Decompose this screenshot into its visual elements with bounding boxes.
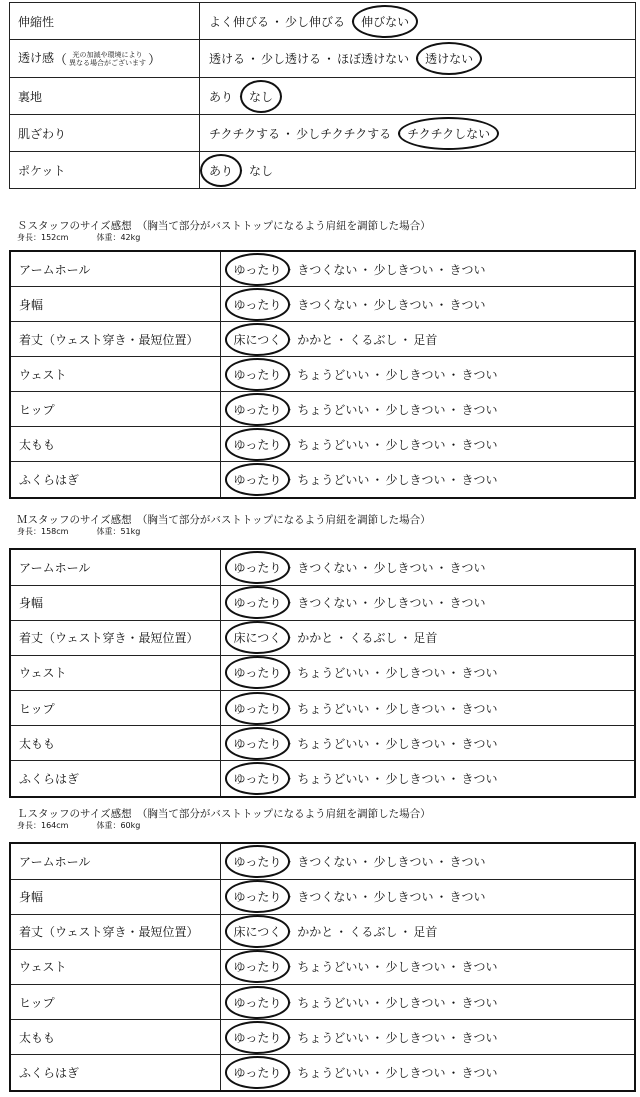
option-separator: ・ <box>359 297 372 312</box>
option-separator: ・ <box>359 854 372 869</box>
table-row <box>10 949 635 984</box>
option-separator: ・ <box>283 736 296 751</box>
options-cell <box>220 843 635 879</box>
option: 少しきつい <box>385 701 446 716</box>
options-cell <box>220 1055 635 1091</box>
option-separator: ・ <box>347 14 360 29</box>
staff-measurements: 身長：164cm 体重：60kg <box>17 821 141 830</box>
row-label: 身幅 <box>10 287 220 322</box>
table-row <box>10 322 635 357</box>
paren-close: ） <box>148 53 162 68</box>
option: きつい <box>461 437 498 452</box>
selected-option: 床につく <box>233 925 282 940</box>
option: 少しきつい <box>373 560 434 575</box>
option-separator: ・ <box>371 736 384 751</box>
option: 少しきつい <box>385 995 446 1010</box>
row-label: ヒップ <box>10 985 220 1020</box>
option-separator: ・ <box>283 890 296 905</box>
option-separator: ・ <box>359 890 372 905</box>
option-separator: ・ <box>435 560 448 575</box>
selected-option: ゆったり <box>233 736 282 751</box>
table-row <box>10 726 635 761</box>
selected-option: なし <box>249 89 274 104</box>
row-label: 太もも <box>10 726 220 761</box>
option: ちょうどいい <box>297 473 370 488</box>
option: チクチクする <box>209 126 281 141</box>
option: きつくない <box>297 560 358 575</box>
selected-option: ゆったり <box>233 1066 282 1081</box>
section-title: Ｌスタッフのサイズ感想 （胸当て部分がバストトップになるよう肩紐を調節した場合） <box>17 808 431 820</box>
option: きつい <box>449 854 486 869</box>
selected-option: ゆったり <box>233 297 282 312</box>
table-row <box>10 1020 635 1055</box>
option: 少しきつい <box>373 596 434 611</box>
option: きつい <box>449 890 486 905</box>
option-separator: ・ <box>371 473 384 488</box>
table-row <box>10 287 635 322</box>
option-separator: ・ <box>371 701 384 716</box>
option: きつくない <box>297 890 358 905</box>
row-label: ウェスト <box>10 655 220 690</box>
option: きつくない <box>297 297 358 312</box>
section-title: Ｍスタッフのサイズ感想 （胸当て部分がバストトップになるよう肩紐を調節した場合） <box>17 514 431 526</box>
option-separator: ・ <box>371 367 384 382</box>
table-row <box>10 549 635 585</box>
option-separator: ・ <box>283 332 296 347</box>
staff-measurements: 身長：152cm 体重：42kg <box>17 233 141 242</box>
option: ちょうどいい <box>297 736 370 751</box>
option: くるぶし <box>349 631 398 646</box>
option: くるぶし <box>349 332 398 347</box>
selected-option: ゆったり <box>233 367 282 382</box>
option-separator: ・ <box>447 995 460 1010</box>
row-label: ふくらはぎ <box>10 1055 220 1091</box>
option: ほぼ透けない <box>337 52 410 66</box>
row-label <box>10 40 200 78</box>
option-separator: ・ <box>371 772 384 787</box>
table-row <box>10 914 635 949</box>
selected-option: ゆったり <box>233 666 282 681</box>
option-separator: ・ <box>282 126 295 141</box>
option: きつい <box>461 960 498 975</box>
option: ちょうどいい <box>297 666 370 681</box>
row-label: 太もも <box>10 427 220 462</box>
option: 少しきつい <box>385 960 446 975</box>
row-label: ヒップ <box>10 392 220 427</box>
selected-option: ゆったり <box>233 560 282 575</box>
option: かかと <box>297 631 334 646</box>
option: きつい <box>461 367 498 382</box>
option: ちょうどいい <box>297 960 370 975</box>
option: きつい <box>449 262 486 277</box>
table-row <box>10 357 635 392</box>
row-label: 肌ざわり <box>10 115 200 152</box>
table-row <box>10 985 635 1020</box>
options-cell <box>220 726 635 761</box>
options-cell <box>200 3 636 40</box>
selected-option: ゆったり <box>233 437 282 452</box>
selected-option: ゆったり <box>233 473 282 488</box>
selected-option: ゆったり <box>233 995 282 1010</box>
table-row <box>10 691 635 726</box>
selected-option: 伸びない <box>361 14 410 29</box>
option-separator: ・ <box>335 332 348 347</box>
option: きつい <box>461 701 498 716</box>
table-row <box>10 761 635 797</box>
option-separator: ・ <box>335 925 348 940</box>
section-title: Ｓスタッフのサイズ感想 （胸当て部分がバストトップになるよう肩紐を調節した場合） <box>17 220 431 232</box>
option: きつい <box>461 1030 498 1045</box>
row-label: 伸縮性 <box>10 3 200 40</box>
row-label: ウェスト <box>10 357 220 392</box>
section-heading-s <box>17 220 431 244</box>
option: ちょうどいい <box>297 1066 370 1081</box>
option-separator: ・ <box>371 1066 384 1081</box>
options-cell <box>220 914 635 949</box>
option: きつい <box>449 560 486 575</box>
option: 少しきつい <box>373 890 434 905</box>
row-label: 太もも <box>10 1020 220 1055</box>
option-separator: ・ <box>283 701 296 716</box>
option-separator: ・ <box>283 1066 296 1081</box>
selected-option: 床につく <box>233 631 282 646</box>
option-separator: ・ <box>435 854 448 869</box>
option-separator: ・ <box>283 995 296 1010</box>
option: 少しきつい <box>373 262 434 277</box>
selected-option: ゆったり <box>233 890 282 905</box>
table-row <box>10 620 635 655</box>
option: きつくない <box>297 854 358 869</box>
options-cell <box>220 251 635 287</box>
option: きつい <box>461 473 498 488</box>
table-row <box>10 251 635 287</box>
option: ちょうどいい <box>297 367 370 382</box>
note-text: 光の加減や環境により 異なる場合がございます <box>69 50 147 67</box>
option-separator: ・ <box>447 960 460 975</box>
options-cell <box>220 427 635 462</box>
option: ちょうどいい <box>297 995 370 1010</box>
option-separator: ・ <box>447 772 460 787</box>
options-cell <box>200 78 636 115</box>
option-separator: ・ <box>283 854 296 869</box>
option-separator: ・ <box>335 631 348 646</box>
option-separator: ・ <box>283 402 296 417</box>
table-row <box>10 392 635 427</box>
option: きつい <box>461 666 498 681</box>
option: かかと <box>297 332 334 347</box>
row-label: アームホール <box>10 549 220 585</box>
options-cell <box>200 115 636 152</box>
row-label: 裏地 <box>10 78 200 115</box>
option: 少しきつい <box>385 1030 446 1045</box>
size-table-m <box>9 548 636 798</box>
table-row <box>10 462 635 498</box>
option: ちょうどいい <box>297 1030 370 1045</box>
option: きつい <box>461 402 498 417</box>
selected-option: 床につく <box>233 332 282 347</box>
table-row <box>10 879 635 914</box>
option-separator: ・ <box>359 560 372 575</box>
table-row <box>10 115 636 152</box>
selected-option: チクチクしない <box>407 126 491 141</box>
option-separator: ・ <box>283 367 296 382</box>
option-separator: ・ <box>411 52 424 66</box>
option: 少しきつい <box>373 297 434 312</box>
option-separator: ・ <box>359 262 372 277</box>
option: 足首 <box>413 332 438 347</box>
size-table-l <box>9 842 636 1092</box>
option-separator: ・ <box>447 701 460 716</box>
option-separator: ・ <box>283 297 296 312</box>
option-separator: ・ <box>235 163 248 178</box>
section-heading-l <box>17 808 431 832</box>
option: ちょうどいい <box>297 701 370 716</box>
option: きつくない <box>297 262 358 277</box>
option: ちょうどいい <box>297 402 370 417</box>
option: 少しきつい <box>385 367 446 382</box>
options-cell <box>220 620 635 655</box>
option-separator: ・ <box>435 890 448 905</box>
row-label: ポケット <box>10 152 200 189</box>
option-separator: ・ <box>371 437 384 452</box>
row-label: 身幅 <box>10 879 220 914</box>
options-cell <box>200 152 636 189</box>
options-cell <box>220 761 635 797</box>
option: 少しきつい <box>385 473 446 488</box>
options-cell <box>220 462 635 498</box>
option-separator: ・ <box>447 666 460 681</box>
table-row <box>10 40 636 78</box>
option-separator: ・ <box>399 332 412 347</box>
row-label: 着丈（ウェスト穿き・最短位置） <box>10 322 220 357</box>
option-separator: ・ <box>447 1066 460 1081</box>
staff-measurements: 身長：158cm 体重：51kg <box>17 527 141 536</box>
size-table-s <box>9 250 636 499</box>
option-separator: ・ <box>371 960 384 975</box>
option: 少し透ける <box>261 52 322 66</box>
option-separator: ・ <box>447 736 460 751</box>
option: 少しきつい <box>373 854 434 869</box>
option-separator: ・ <box>399 925 412 940</box>
option-separator: ・ <box>435 596 448 611</box>
option-separator: ・ <box>323 52 336 66</box>
option: なし <box>249 163 274 178</box>
option: 足首 <box>413 631 438 646</box>
options-cell <box>220 357 635 392</box>
option: 少しきつい <box>385 437 446 452</box>
selected-option: 透けない <box>425 52 474 66</box>
option-separator: ・ <box>447 367 460 382</box>
options-cell <box>220 879 635 914</box>
selected-option: あり <box>209 163 234 178</box>
option-separator: ・ <box>283 631 296 646</box>
selected-option: ゆったり <box>233 402 282 417</box>
row-label: 着丈（ウェスト穿き・最短位置） <box>10 914 220 949</box>
table-row <box>10 655 635 690</box>
options-cell <box>220 1020 635 1055</box>
selected-option: ゆったり <box>233 596 282 611</box>
selected-option: ゆったり <box>233 772 282 787</box>
option: 透ける <box>209 52 246 66</box>
option: 少しチクチクする <box>296 126 392 141</box>
option: きつい <box>461 995 498 1010</box>
options-cell <box>220 287 635 322</box>
option: きつい <box>449 297 486 312</box>
option-separator: ・ <box>371 666 384 681</box>
options-cell <box>220 549 635 585</box>
option: 少しきつい <box>385 736 446 751</box>
table-row <box>10 585 635 620</box>
row-label: ウェスト <box>10 949 220 984</box>
option: 少し伸びる <box>285 14 346 29</box>
row-label: ふくらはぎ <box>10 462 220 498</box>
option-separator: ・ <box>247 52 260 66</box>
option-separator: ・ <box>235 89 248 104</box>
options-cell <box>220 949 635 984</box>
option-separator: ・ <box>283 560 296 575</box>
row-label: アームホール <box>10 251 220 287</box>
table-row <box>10 1055 635 1091</box>
selected-option: ゆったり <box>233 701 282 716</box>
option-separator: ・ <box>371 402 384 417</box>
row-label: ふくらはぎ <box>10 761 220 797</box>
options-cell <box>220 691 635 726</box>
option: よく伸びる <box>209 14 270 29</box>
table-row <box>10 152 636 189</box>
option-separator: ・ <box>447 1030 460 1045</box>
option-separator: ・ <box>283 960 296 975</box>
option-separator: ・ <box>283 1030 296 1045</box>
option: 少しきつい <box>385 402 446 417</box>
options-cell <box>220 392 635 427</box>
option-separator: ・ <box>359 596 372 611</box>
option-separator: ・ <box>447 473 460 488</box>
option-separator: ・ <box>283 437 296 452</box>
row-label: 着丈（ウェスト穿き・最短位置） <box>10 620 220 655</box>
option-separator: ・ <box>283 473 296 488</box>
option-separator: ・ <box>371 995 384 1010</box>
row-label: アームホール <box>10 843 220 879</box>
material-table <box>9 2 636 189</box>
option-separator: ・ <box>283 666 296 681</box>
row-label: ヒップ <box>10 691 220 726</box>
option: きつい <box>461 772 498 787</box>
row-label: 身幅 <box>10 585 220 620</box>
section-heading-m <box>17 514 431 538</box>
option: くるぶし <box>349 925 398 940</box>
table-row <box>10 3 636 40</box>
option-separator: ・ <box>271 14 284 29</box>
selected-option: ゆったり <box>233 960 282 975</box>
label-text: 透け感 <box>18 51 55 65</box>
option-separator: ・ <box>283 596 296 611</box>
option-separator: ・ <box>399 631 412 646</box>
table-row <box>10 843 635 879</box>
option: かかと <box>297 925 334 940</box>
options-cell <box>220 585 635 620</box>
option: 足首 <box>413 925 438 940</box>
paren-open: （ <box>54 53 68 68</box>
option: きつくない <box>297 596 358 611</box>
option: きつい <box>461 736 498 751</box>
option-separator: ・ <box>435 262 448 277</box>
option: 少しきつい <box>385 772 446 787</box>
option-separator: ・ <box>283 772 296 787</box>
selected-option: ゆったり <box>233 262 282 277</box>
option-separator: ・ <box>447 437 460 452</box>
option-separator: ・ <box>371 1030 384 1045</box>
option: きつい <box>461 1066 498 1081</box>
option: あり <box>209 89 234 104</box>
option: きつい <box>449 596 486 611</box>
table-row <box>10 78 636 115</box>
selected-option: ゆったり <box>233 854 282 869</box>
option-separator: ・ <box>435 297 448 312</box>
option-separator: ・ <box>283 262 296 277</box>
options-cell <box>200 40 636 78</box>
option: 少しきつい <box>385 666 446 681</box>
option-separator: ・ <box>283 925 296 940</box>
option: ちょうどいい <box>297 772 370 787</box>
options-cell <box>220 985 635 1020</box>
option: ちょうどいい <box>297 437 370 452</box>
option: 少しきつい <box>385 1066 446 1081</box>
option-separator: ・ <box>447 402 460 417</box>
selected-option: ゆったり <box>233 1030 282 1045</box>
options-cell <box>220 655 635 690</box>
option-separator: ・ <box>393 126 406 141</box>
options-cell <box>220 322 635 357</box>
table-row <box>10 427 635 462</box>
